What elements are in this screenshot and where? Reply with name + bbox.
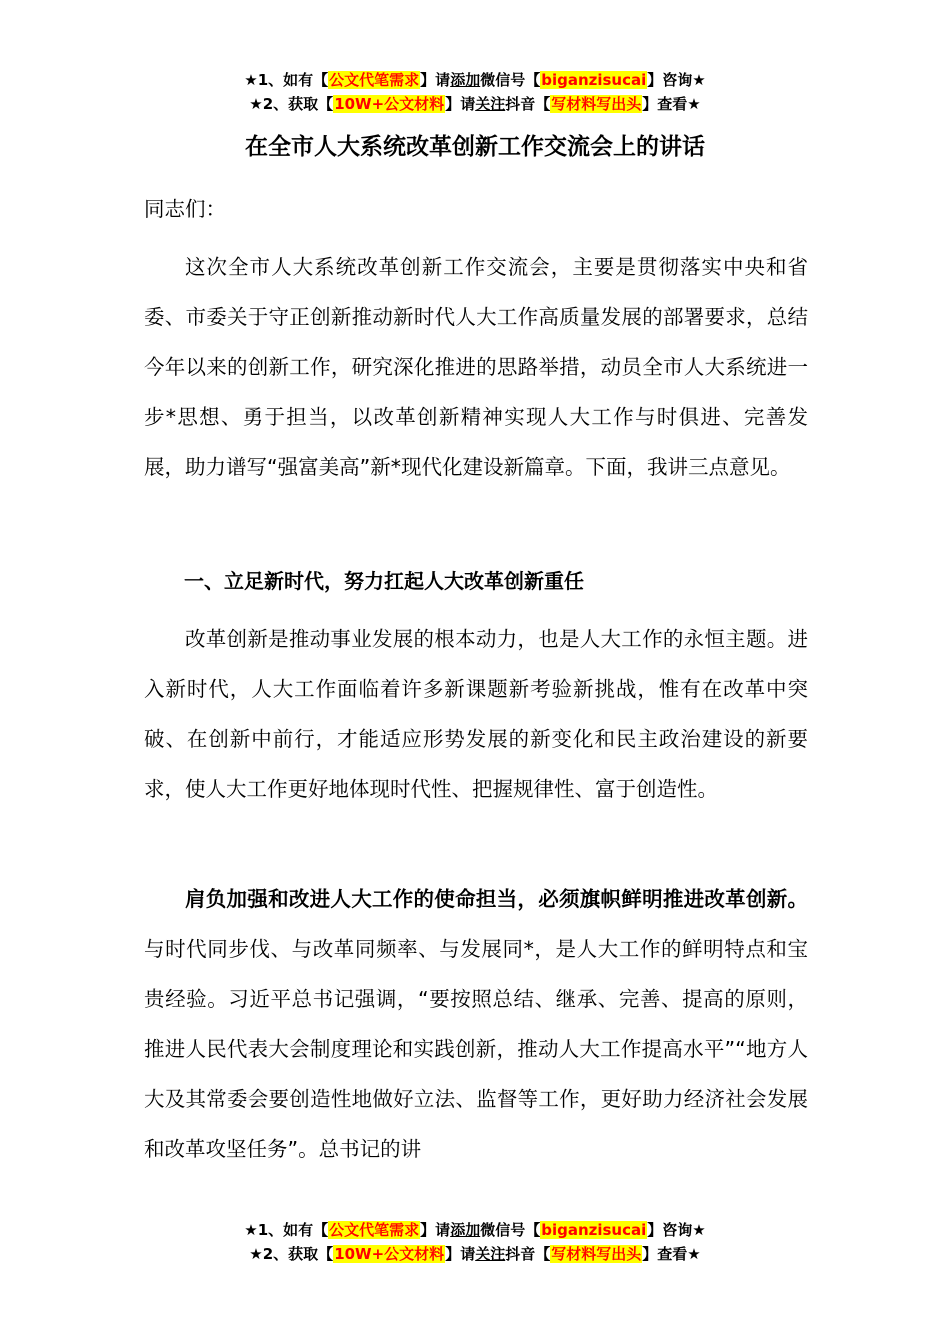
header-banner	[0, 68, 950, 116]
banner-text: ★2、获取【	[249, 95, 334, 113]
footer-banner	[0, 1218, 950, 1266]
banner-highlight: 10W+公文材料	[334, 95, 445, 113]
banner-text: 】请	[420, 71, 451, 89]
banner-text: ★1、如有【	[244, 71, 329, 89]
banner-highlight: 写材料写出头	[551, 95, 642, 113]
banner-line-1	[0, 68, 950, 92]
salutation: 同志们：	[144, 197, 226, 221]
banner-text: 】咨询★	[647, 1221, 706, 1239]
banner-highlight: biganzisucai	[541, 71, 647, 89]
paragraph-text	[144, 874, 808, 1174]
section-heading-1: 一、立足新时代，努力扛起人大改革创新重任	[184, 569, 584, 593]
banner-line-2	[0, 1242, 950, 1266]
banner-text: 抖音【	[505, 95, 551, 113]
banner-text: 微信号【	[480, 1221, 541, 1239]
body-paragraph-1	[144, 242, 808, 492]
banner-line-1	[0, 1218, 950, 1242]
banner-text: ★1、如有【	[244, 1221, 329, 1239]
banner-highlight: 公文代笔需求	[329, 1221, 420, 1239]
banner-underline: 关注	[475, 95, 506, 113]
banner-line-2	[0, 92, 950, 116]
paragraph-rest: 与时代同步伐、与改革同频率、与发展同*，是人大工作的鲜明特点和宝贵经验。习近平总书记强调，“要按照总结、继承、完善、提高的原则，推进人民代表大会制度理论和实践创新，推动人大工作提高水平”“地方人大及其常委会要创造性地做好立法、监督等工作，更好助力经济社会发展和改革攻坚任务”。总书记的讲	[144, 937, 808, 1161]
body-paragraph-3	[144, 874, 808, 1174]
banner-text: 】请	[445, 95, 476, 113]
banner-underline: 关注	[475, 1245, 506, 1263]
banner-text: 】咨询★	[647, 71, 706, 89]
banner-text: 】查看★	[642, 1245, 701, 1263]
banner-underline: 添加	[450, 1221, 481, 1239]
paragraph-lead-bold: 肩负加强和改进人大工作的使命担当，必须旗帜鲜明推进改革创新。	[185, 887, 808, 911]
banner-highlight: 公文代笔需求	[329, 71, 420, 89]
document-title: 在全市人大系统改革创新工作交流会上的讲话	[245, 134, 705, 160]
banner-text: 微信号【	[480, 71, 541, 89]
banner-highlight: 写材料写出头	[551, 1245, 642, 1263]
paragraph-text: 这次全市人大系统改革创新工作交流会，主要是贯彻落实中央和省委、市委关于守正创新推动新时代人大工作高质量发展的部署要求，总结今年以来的创新工作，研究深化推进的思路举措，动员全市人大系统进一步*思想、勇于担当，以改革创新精神实现人大工作与时俱进、完善发展，助力谱写“强富美高”新*现代化建设新篇章。下面，我讲三点意见。	[144, 255, 808, 479]
body-paragraph-2	[144, 614, 808, 814]
banner-text: 】查看★	[642, 95, 701, 113]
banner-text: 】请	[445, 1245, 476, 1263]
banner-underline: 添加	[450, 71, 481, 89]
banner-highlight: biganzisucai	[541, 1221, 647, 1239]
banner-text: 抖音【	[505, 1245, 551, 1263]
banner-highlight: 10W+公文材料	[334, 1245, 445, 1263]
banner-text: ★2、获取【	[249, 1245, 334, 1263]
banner-text: 】请	[420, 1221, 451, 1239]
paragraph-text: 改革创新是推动事业发展的根本动力，也是人大工作的永恒主题。进入新时代，人大工作面临着许多新课题新考验新挑战，惟有在改革中突破、在创新中前行，才能适应形势发展的新变化和民主政治建设的新要求，使人大工作更好地体现时代性、把握规律性、富于创造性。	[144, 627, 808, 801]
